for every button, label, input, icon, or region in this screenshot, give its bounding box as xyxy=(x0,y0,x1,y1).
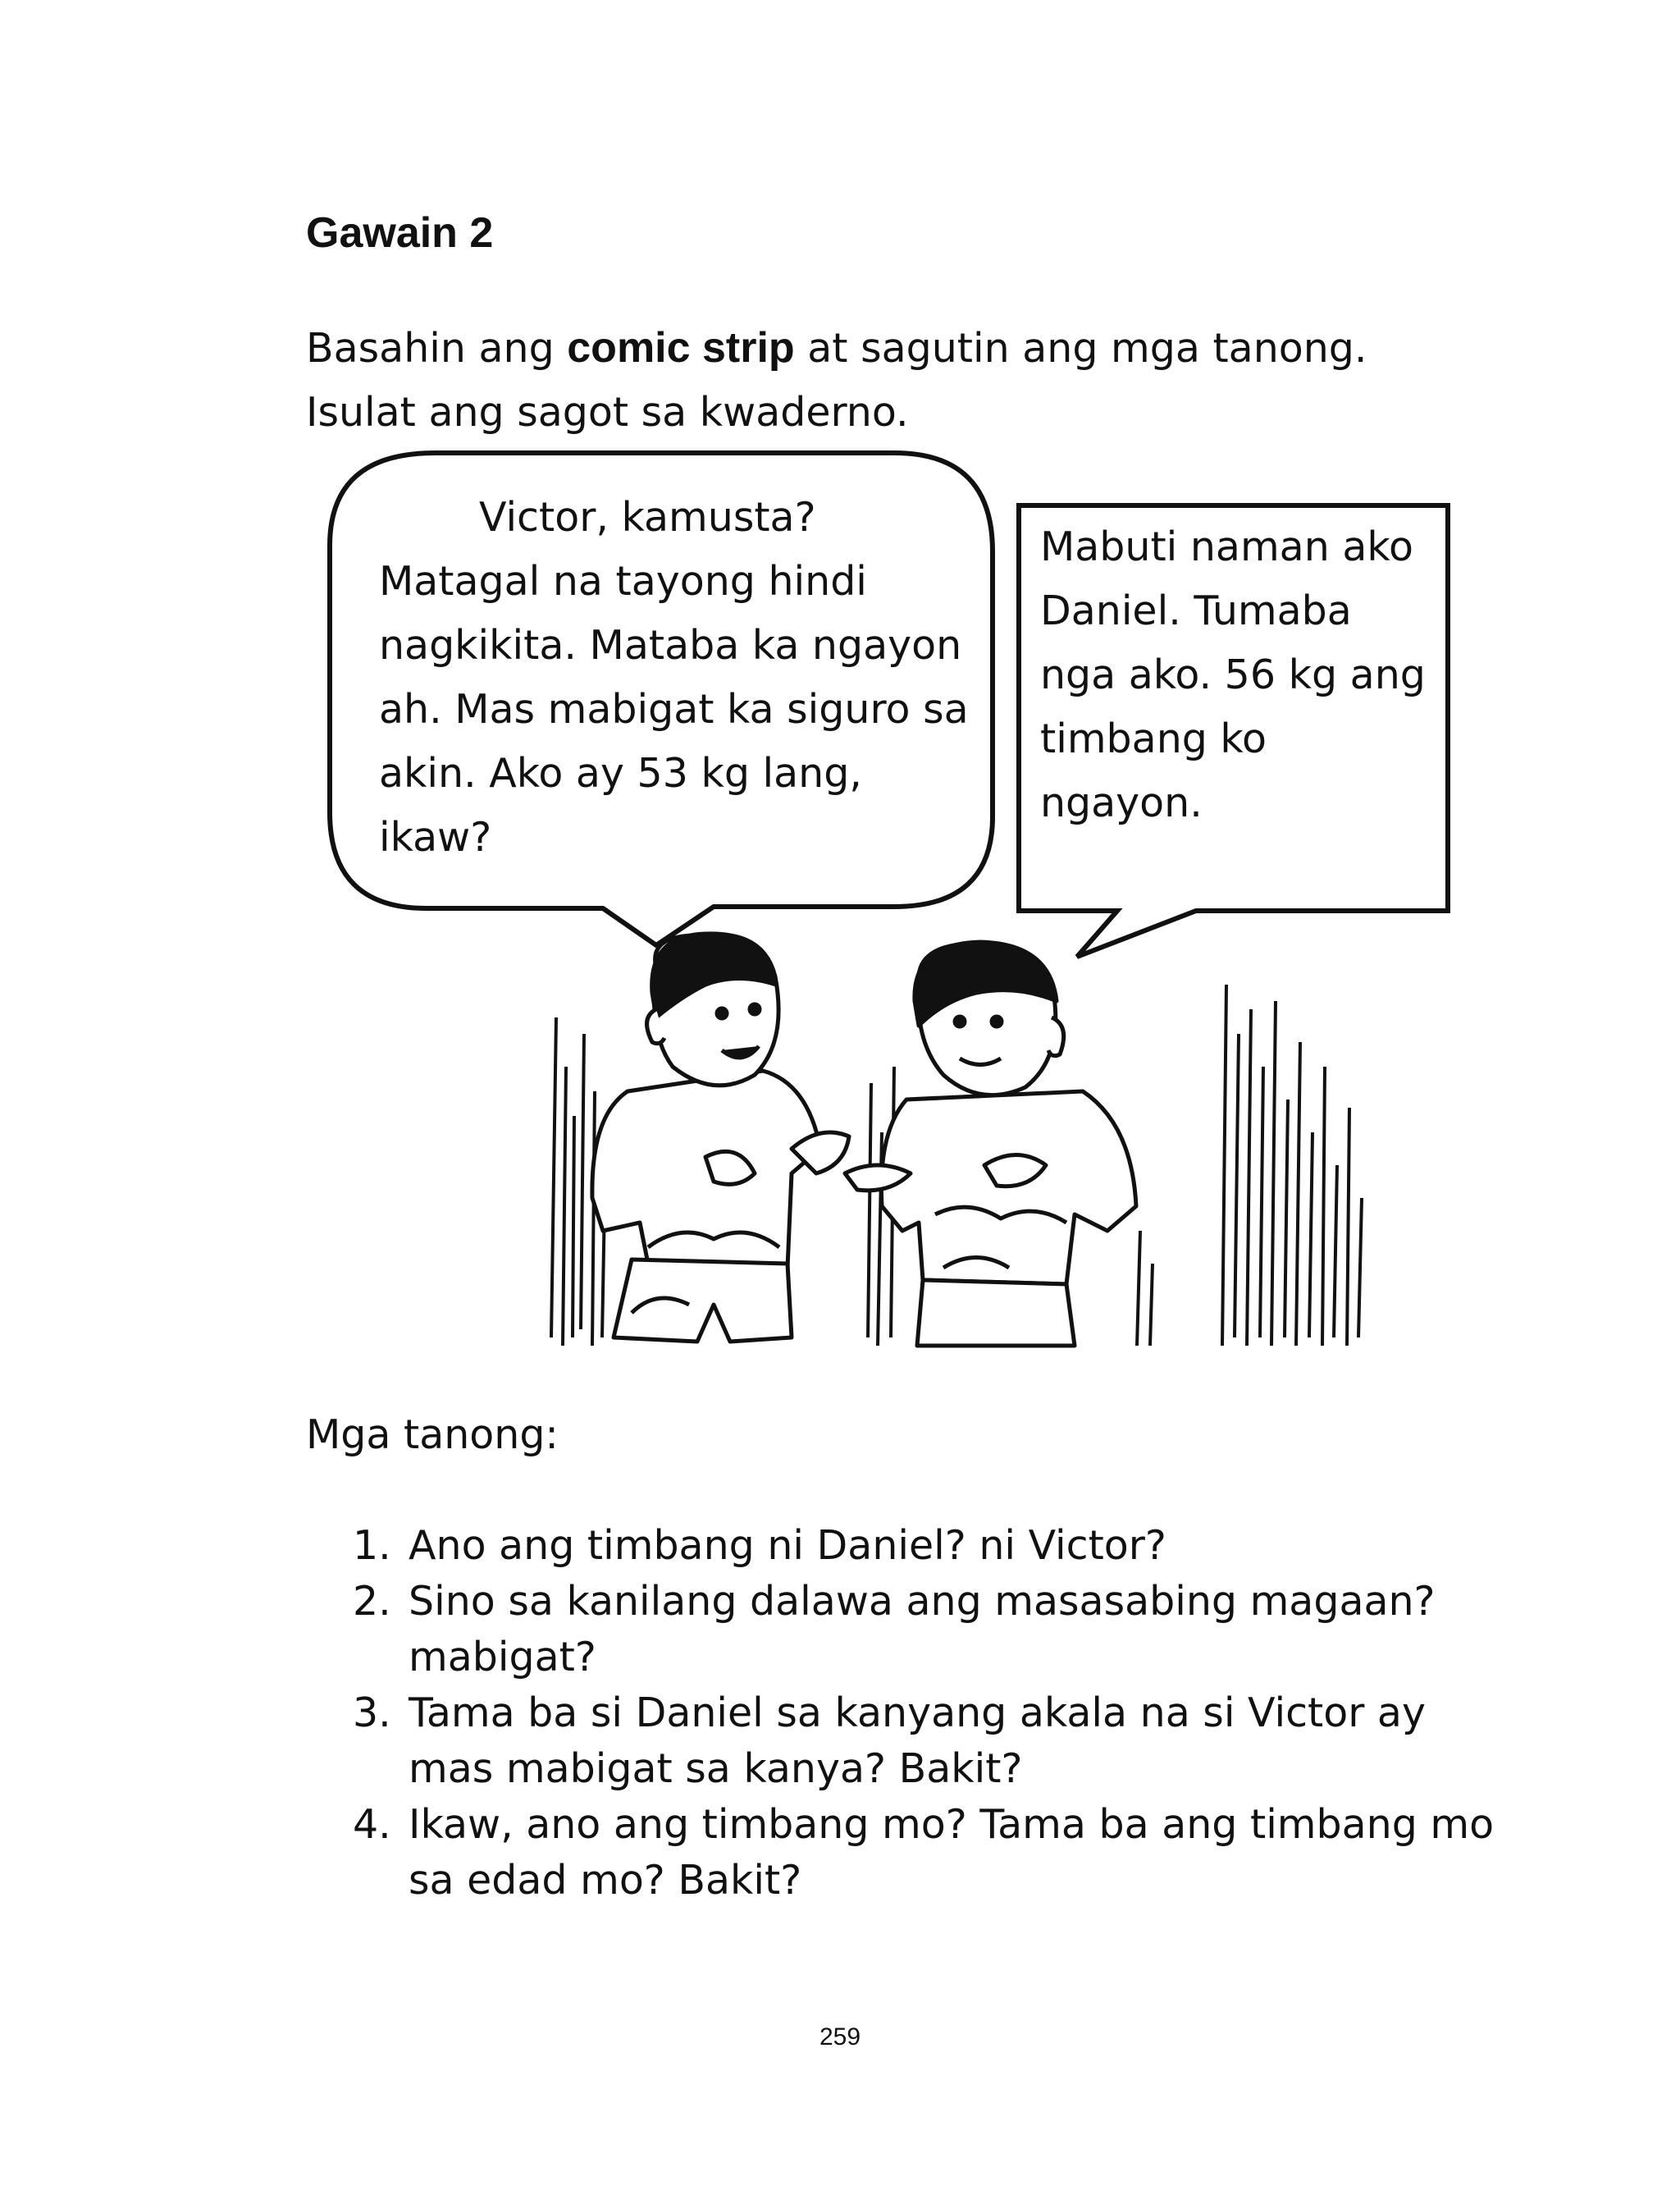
instructions-line-2: Isulat ang sagot sa kwaderno. xyxy=(306,389,909,436)
question-text: Tama ba si Daniel sa kanyang akala na si Victor ay mas mabigat sa kanya? Bakit? xyxy=(409,1689,1426,1792)
instructions-part-1: Basahin ang xyxy=(306,325,568,372)
question-number: 2. xyxy=(353,1578,391,1625)
speech-bubble-left-text xyxy=(379,486,970,870)
question-item xyxy=(353,1518,1518,1574)
question-item xyxy=(353,1797,1518,1909)
speech-bubble-right-text: Mabuti naman ako Daniel. Tumaba nga ako. 56 kg ang timbang ko ngayon. xyxy=(1040,523,1426,826)
question-text: Ikaw, ano ang timbang mo? Tama ba ang timbang mo sa edad mo? Bakit? xyxy=(409,1801,1495,1904)
boy-left-illustration xyxy=(592,934,849,1342)
question-number: 1. xyxy=(353,1522,391,1569)
question-text: Sino sa kanilang dalawa ang masasabing magaan? mabigat? xyxy=(409,1578,1436,1680)
question-text: Ano ang timbang ni Daniel? ni Victor? xyxy=(409,1522,1166,1569)
instructions xyxy=(306,316,1536,445)
question-number: 3. xyxy=(353,1689,391,1736)
question-item xyxy=(353,1574,1518,1685)
speech-left-rest: Matagal na tayong hindi nagkikita. Mataba ka ngayon ah. Mas mabigat ka siguro sa akin. Ako ay 53 kg lang, ikaw? xyxy=(379,558,969,861)
speech-left-line-1: Victor, kamusta? xyxy=(479,494,816,541)
question-item xyxy=(353,1685,1518,1797)
activity-heading: Gawain 2 xyxy=(306,209,494,257)
question-number: 4. xyxy=(353,1801,391,1848)
questions-label: Mga tanong: xyxy=(306,1411,559,1458)
boy-right-illustration xyxy=(845,942,1136,1346)
instructions-bold-term: comic strip xyxy=(567,324,795,372)
page-number: 259 xyxy=(819,2023,861,2051)
question-list xyxy=(353,1518,1518,1909)
instructions-part-2: at sagutin ang mga tanong. xyxy=(794,325,1367,372)
